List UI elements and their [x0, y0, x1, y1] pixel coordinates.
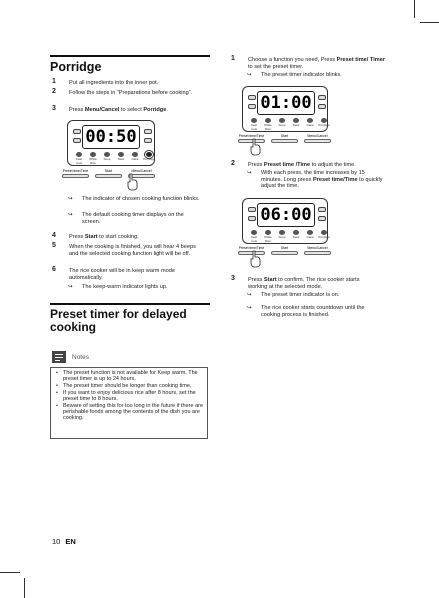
white-rice-icon: White Rice	[262, 230, 274, 243]
stew-icon: Stew	[115, 152, 127, 165]
function-icons	[248, 230, 330, 243]
porridge-icon: Porridge	[318, 230, 330, 243]
button-row	[62, 169, 155, 178]
start-button[interactable]: Start	[271, 134, 298, 143]
timer-icon	[248, 216, 256, 221]
white-rice-icon: White Rice	[262, 118, 274, 131]
note-item: • The preset timer should be longer than cooking time.	[55, 383, 205, 389]
lock-icon	[248, 207, 256, 212]
pointing-hand-icon	[249, 250, 261, 268]
section-title-porridge: Porridge	[50, 55, 210, 74]
soup-icon: Soup	[276, 118, 288, 131]
menu-cancel-button[interactable]: Menu/Cancel	[304, 134, 331, 143]
stew-icon: Stew	[290, 118, 302, 131]
language-code: EN	[65, 537, 76, 546]
keep-warm-icon	[144, 129, 152, 134]
fast-cook-icon: Fast cook	[73, 152, 85, 165]
control-panel-illustration	[242, 198, 328, 244]
lcd-display: 00:50	[82, 125, 140, 149]
soup-icon: Soup	[276, 230, 288, 243]
stew-icon: Stew	[290, 230, 302, 243]
timer-icon	[73, 138, 81, 143]
preset-icon	[318, 216, 326, 221]
crop-mark	[24, 578, 25, 598]
notes-icon	[52, 351, 66, 363]
preset-time-button[interactable]: Preset time/Time	[238, 134, 265, 143]
note-item: • Beware of setting this for too long in the future if there are perishable foods among the contents of the dish you are cooking.	[55, 403, 205, 422]
cake-icon: Cake	[129, 152, 141, 165]
fast-cook-icon: Fast cook	[248, 230, 260, 243]
crop-mark	[0, 572, 20, 573]
keep-warm-icon	[318, 95, 326, 100]
crop-mark	[414, 0, 415, 18]
fast-cook-icon: Fast cook	[248, 118, 260, 131]
soup-icon: Soup	[101, 152, 113, 165]
white-rice-icon: White Rice	[87, 152, 99, 165]
control-panel-illustration	[242, 86, 328, 132]
cake-icon: Cake	[304, 118, 316, 131]
lcd-display: 06:00	[257, 203, 315, 227]
preset-icon	[318, 104, 326, 109]
cake-icon: Cake	[304, 230, 316, 243]
lock-icon	[248, 95, 256, 100]
keep-warm-icon	[318, 207, 326, 212]
section-title-preset: Preset timer for delayed cooking	[50, 303, 210, 334]
preset-time-button[interactable]: Preset time/Time	[62, 169, 89, 178]
lcd-display: 01:00	[257, 91, 315, 115]
menu-cancel-button[interactable]: Menu/Cancel	[128, 169, 155, 178]
function-icons	[248, 118, 330, 131]
note-item: • The preset function is not available for Keep warm. The preset timer is up to 24 hours.	[55, 370, 205, 383]
notes-list	[55, 370, 205, 422]
lock-icon	[73, 129, 81, 134]
crop-mark	[420, 22, 439, 23]
pointing-hand-icon	[249, 138, 261, 156]
function-icons	[73, 152, 155, 165]
page-footer	[52, 537, 76, 546]
timer-icon	[248, 104, 256, 109]
pointing-hand-icon	[126, 173, 138, 191]
control-panel-illustration	[67, 120, 155, 166]
start-button[interactable]: Start	[95, 169, 122, 178]
notes-label: Notes	[72, 354, 89, 361]
page-number: 10	[52, 537, 61, 546]
note-item: • If you want to enjoy delicious rice after 8 hours, set the preset time to 8 hours.	[55, 390, 205, 403]
preset-time-button[interactable]: Preset time/Time	[238, 246, 265, 255]
preset-icon	[144, 138, 152, 143]
menu-cancel-button[interactable]: Menu/Cancel	[304, 246, 331, 255]
porridge-icon: Porridge	[143, 152, 155, 165]
start-button[interactable]: Start	[271, 246, 298, 255]
porridge-icon: Porridge	[318, 118, 330, 131]
